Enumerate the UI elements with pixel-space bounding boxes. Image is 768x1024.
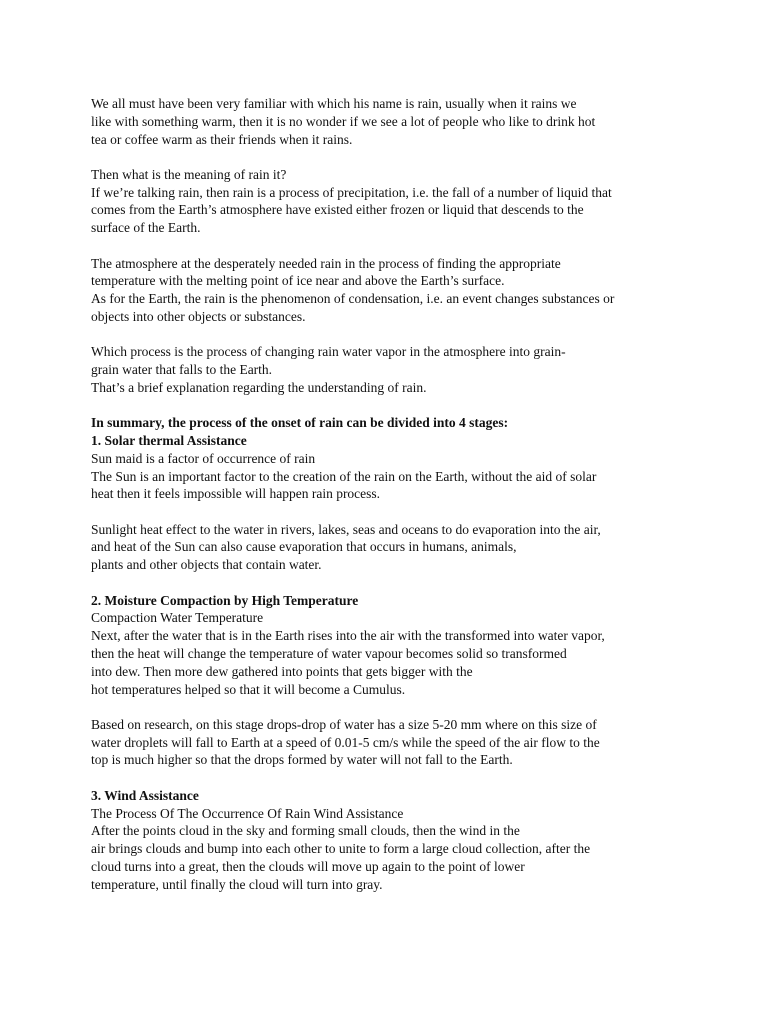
text-line: like with something warm, then it is no wonder if we see a lot of people who like to drink hot xyxy=(91,113,596,129)
text-line: Compaction Water Temperature xyxy=(91,610,264,626)
paragraph-gap xyxy=(91,326,691,344)
text-line: air brings clouds and bump into each other to unite to form a large cloud collection, after the xyxy=(91,841,591,857)
text-line: temperature with the melting point of ice near and above the Earth’s surface. xyxy=(91,273,505,289)
stage-1-heading: 1. Solar thermal Assistance xyxy=(91,432,247,448)
paragraph-gap xyxy=(91,148,691,166)
text-line: As for the Earth, the rain is the phenomenon of condensation, i.e. an event changes substances or xyxy=(91,291,615,307)
document-page xyxy=(91,95,691,893)
text-line: plants and other objects that contain water. xyxy=(91,557,322,573)
text-line: cloud turns into a great, then the clouds will move up again to the point of lower xyxy=(91,858,525,874)
text-line: temperature, until finally the cloud will turn into gray. xyxy=(91,876,383,892)
text-line: into dew. Then more dew gathered into points that gets bigger with the xyxy=(91,663,473,679)
text-line: tea or coffee warm as their friends when it rains. xyxy=(91,131,353,147)
text-line: top is much higher so that the drops formed by water will not fall to the Earth. xyxy=(91,752,513,768)
stage-2-section xyxy=(91,592,691,770)
text-line: That’s a brief explanation regarding the understanding of rain. xyxy=(91,379,427,395)
paragraph-atmosphere xyxy=(91,255,691,326)
text-line: After the points cloud in the sky and forming small clouds, then the wind in the xyxy=(91,823,520,839)
text-line: heat then it feels impossible will happen rain process. xyxy=(91,486,381,502)
paragraph-process xyxy=(91,343,691,396)
paragraph-gap xyxy=(91,769,691,787)
paragraph-meaning xyxy=(91,166,691,237)
text-line: The Process Of The Occurrence Of Rain Wind Assistance xyxy=(91,805,404,821)
text-line: comes from the Earth’s atmosphere have existed either frozen or liquid that descends to the xyxy=(91,202,584,218)
text-line: Next, after the water that is in the Earth rises into the air with the transformed into water vapor, xyxy=(91,628,605,644)
text-line: If we’re talking rain, then rain is a process of precipitation, i.e. the fall of a number of liquid that xyxy=(91,184,612,200)
text-line: We all must have been very familiar with which his name is rain, usually when it rains we xyxy=(91,96,577,111)
paragraph-gap xyxy=(91,698,691,716)
paragraph-gap xyxy=(91,237,691,255)
text-line: The Sun is an important factor to the creation of the rain on the Earth, without the aid of solar xyxy=(91,468,597,484)
text-line: then the heat will change the temperature of water vapour becomes solid so transformed xyxy=(91,645,567,661)
text-line: and heat of the Sun can also cause evaporation that occurs in humans, animals, xyxy=(91,539,517,555)
paragraph-gap xyxy=(91,503,691,521)
text-line: Which process is the process of changing rain water vapor in the atmosphere into grain- xyxy=(91,344,566,360)
summary-heading: In summary, the process of the onset of rain can be divided into 4 stages: xyxy=(91,415,509,431)
text-line: water droplets will fall to Earth at a speed of 0.01-5 cm/s while the speed of the air flow to the xyxy=(91,734,600,750)
text-line: The atmosphere at the desperately needed rain in the process of finding the appropriate xyxy=(91,255,561,271)
stage-2-heading: 2. Moisture Compaction by High Temperature xyxy=(91,592,359,608)
text-line: grain water that falls to the Earth. xyxy=(91,362,273,378)
paragraph-intro xyxy=(91,95,691,148)
paragraph-gap xyxy=(91,397,691,415)
text-line: Sunlight heat effect to the water in rivers, lakes, seas and oceans to do evaporation into the air, xyxy=(91,521,601,537)
summary-section xyxy=(91,414,691,574)
text-line: hot temperatures helped so that it will become a Cumulus. xyxy=(91,681,406,697)
paragraph-gap xyxy=(91,574,691,592)
text-line: Based on research, on this stage drops-drop of water has a size 5-20 mm where on this size of xyxy=(91,716,597,732)
stage-3-heading: 3. Wind Assistance xyxy=(91,787,199,803)
text-line: objects into other objects or substances. xyxy=(91,308,306,324)
text-line: surface of the Earth. xyxy=(91,220,201,236)
stage-3-section xyxy=(91,787,691,894)
text-line: Sun maid is a factor of occurrence of rain xyxy=(91,450,316,466)
text-line: Then what is the meaning of rain it? xyxy=(91,166,287,182)
